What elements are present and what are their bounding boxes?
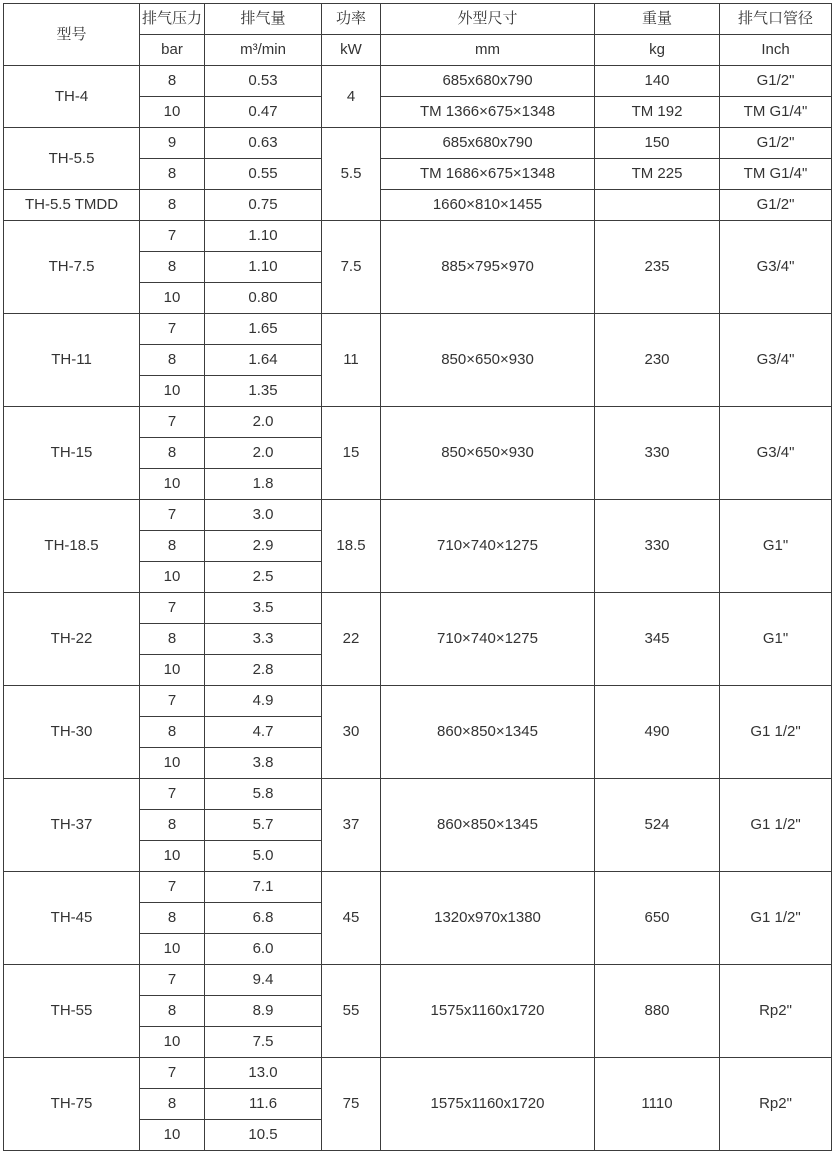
outlet-cell: G1/2" <box>720 66 832 97</box>
dimensions-cell: 1575x1160x1720 <box>381 965 595 1058</box>
table-row <box>4 1058 832 1089</box>
pressure-cell: 8 <box>140 717 205 748</box>
table-row <box>4 407 832 438</box>
pressure-cell: 10 <box>140 841 205 872</box>
pressure-cell: 8 <box>140 345 205 376</box>
weight-cell <box>595 190 720 221</box>
table-row <box>4 66 832 97</box>
flow-cell: 0.47 <box>205 97 322 128</box>
unit-weight: kg <box>595 35 720 66</box>
flow-cell: 13.0 <box>205 1058 322 1089</box>
pressure-cell: 10 <box>140 562 205 593</box>
outlet-cell: Rp2" <box>720 1058 832 1151</box>
pressure-cell: 8 <box>140 1089 205 1120</box>
flow-cell: 0.53 <box>205 66 322 97</box>
header-outlet: 排气口管径 <box>720 4 832 35</box>
outlet-cell: TM G1/4" <box>720 97 832 128</box>
weight-cell: 1110 <box>595 1058 720 1151</box>
flow-cell: 1.10 <box>205 252 322 283</box>
pressure-cell: 7 <box>140 686 205 717</box>
flow-cell: 9.4 <box>205 965 322 996</box>
model-cell: TH-5.5 <box>4 128 140 190</box>
pressure-cell: 8 <box>140 190 205 221</box>
flow-cell: 1.10 <box>205 221 322 252</box>
flow-cell: 4.7 <box>205 717 322 748</box>
flow-cell: 0.80 <box>205 283 322 314</box>
flow-cell: 6.8 <box>205 903 322 934</box>
pressure-cell: 10 <box>140 469 205 500</box>
dimensions-cell: 1660×810×1455 <box>381 190 595 221</box>
model-cell: TH-22 <box>4 593 140 686</box>
pressure-cell: 7 <box>140 965 205 996</box>
model-cell: TH-4 <box>4 66 140 128</box>
flow-cell: 7.1 <box>205 872 322 903</box>
pressure-cell: 7 <box>140 407 205 438</box>
flow-cell: 3.3 <box>205 624 322 655</box>
weight-cell: 490 <box>595 686 720 779</box>
weight-cell: 330 <box>595 407 720 500</box>
outlet-cell: Rp2" <box>720 965 832 1058</box>
header-flow: 排气量 <box>205 4 322 35</box>
dimensions-cell: 1575x1160x1720 <box>381 1058 595 1151</box>
power-cell: 55 <box>322 965 381 1058</box>
dimensions-cell: 850×650×930 <box>381 407 595 500</box>
pressure-cell: 10 <box>140 934 205 965</box>
table-row <box>4 190 832 221</box>
header-row <box>4 4 832 35</box>
pressure-cell: 8 <box>140 531 205 562</box>
pressure-cell: 10 <box>140 748 205 779</box>
outlet-cell: G1 1/2" <box>720 779 832 872</box>
header-model: 型号 <box>4 4 140 66</box>
outlet-cell: G1" <box>720 593 832 686</box>
weight-cell: TM 192 <box>595 97 720 128</box>
model-cell: TH-55 <box>4 965 140 1058</box>
flow-cell: 3.8 <box>205 748 322 779</box>
flow-cell: 3.5 <box>205 593 322 624</box>
pressure-cell: 8 <box>140 810 205 841</box>
pressure-cell: 7 <box>140 314 205 345</box>
weight-cell: 150 <box>595 128 720 159</box>
flow-cell: 2.5 <box>205 562 322 593</box>
dimensions-cell: 710×740×1275 <box>381 500 595 593</box>
dimensions-cell: TM 1686×675×1348 <box>381 159 595 190</box>
model-cell: TH-5.5 TMDD <box>4 190 140 221</box>
pressure-cell: 7 <box>140 500 205 531</box>
flow-cell: 2.0 <box>205 438 322 469</box>
flow-cell: 4.9 <box>205 686 322 717</box>
flow-cell: 6.0 <box>205 934 322 965</box>
power-cell: 15 <box>322 407 381 500</box>
model-cell: TH-37 <box>4 779 140 872</box>
weight-cell: TM 225 <box>595 159 720 190</box>
pressure-cell: 10 <box>140 376 205 407</box>
flow-cell: 2.9 <box>205 531 322 562</box>
flow-cell: 0.75 <box>205 190 322 221</box>
power-cell: 22 <box>322 593 381 686</box>
model-cell: TH-30 <box>4 686 140 779</box>
pressure-cell: 8 <box>140 624 205 655</box>
spec-table-body <box>4 4 832 1151</box>
weight-cell: 345 <box>595 593 720 686</box>
power-cell: 45 <box>322 872 381 965</box>
dimensions-cell: TM 1366×675×1348 <box>381 97 595 128</box>
power-cell: 75 <box>322 1058 381 1151</box>
header-weight: 重量 <box>595 4 720 35</box>
model-cell: TH-75 <box>4 1058 140 1151</box>
power-cell: 5.5 <box>322 128 381 221</box>
weight-cell: 230 <box>595 314 720 407</box>
dimensions-cell: 850×650×930 <box>381 314 595 407</box>
unit-power: kW <box>322 35 381 66</box>
dimensions-cell: 885×795×970 <box>381 221 595 314</box>
model-cell: TH-18.5 <box>4 500 140 593</box>
flow-cell: 2.8 <box>205 655 322 686</box>
pressure-cell: 8 <box>140 438 205 469</box>
power-cell: 11 <box>322 314 381 407</box>
header-power: 功率 <box>322 4 381 35</box>
pressure-cell: 7 <box>140 221 205 252</box>
pressure-cell: 8 <box>140 66 205 97</box>
dimensions-cell: 860×850×1345 <box>381 686 595 779</box>
flow-cell: 11.6 <box>205 1089 322 1120</box>
outlet-cell: G1" <box>720 500 832 593</box>
flow-cell: 1.64 <box>205 345 322 376</box>
pressure-cell: 10 <box>140 283 205 314</box>
table-row <box>4 779 832 810</box>
outlet-cell: G1 1/2" <box>720 686 832 779</box>
outlet-cell: G3/4" <box>720 407 832 500</box>
pressure-cell: 10 <box>140 97 205 128</box>
power-cell: 18.5 <box>322 500 381 593</box>
table-row <box>4 872 832 903</box>
flow-cell: 8.9 <box>205 996 322 1027</box>
flow-cell: 1.8 <box>205 469 322 500</box>
outlet-cell: G1/2" <box>720 190 832 221</box>
table-row <box>4 965 832 996</box>
model-cell: TH-11 <box>4 314 140 407</box>
unit-pressure: bar <box>140 35 205 66</box>
table-row <box>4 593 832 624</box>
unit-dimensions: mm <box>381 35 595 66</box>
outlet-cell: G1 1/2" <box>720 872 832 965</box>
unit-flow: m³/min <box>205 35 322 66</box>
outlet-cell: TM G1/4" <box>720 159 832 190</box>
power-cell: 4 <box>322 66 381 128</box>
flow-cell: 1.35 <box>205 376 322 407</box>
pressure-cell: 8 <box>140 252 205 283</box>
flow-cell: 3.0 <box>205 500 322 531</box>
table-row <box>4 686 832 717</box>
flow-cell: 1.65 <box>205 314 322 345</box>
unit-outlet: Inch <box>720 35 832 66</box>
power-cell: 30 <box>322 686 381 779</box>
weight-cell: 330 <box>595 500 720 593</box>
weight-cell: 524 <box>595 779 720 872</box>
spec-table <box>3 3 832 1151</box>
header-pressure: 排气压力 <box>140 4 205 35</box>
pressure-cell: 7 <box>140 1058 205 1089</box>
flow-cell: 0.63 <box>205 128 322 159</box>
flow-cell: 7.5 <box>205 1027 322 1058</box>
pressure-cell: 8 <box>140 996 205 1027</box>
pressure-cell: 10 <box>140 1120 205 1151</box>
outlet-cell: G3/4" <box>720 314 832 407</box>
dimensions-cell: 685x680x790 <box>381 128 595 159</box>
pressure-cell: 7 <box>140 779 205 810</box>
pressure-cell: 9 <box>140 128 205 159</box>
weight-cell: 140 <box>595 66 720 97</box>
model-cell: TH-15 <box>4 407 140 500</box>
table-row <box>4 221 832 252</box>
model-cell: TH-7.5 <box>4 221 140 314</box>
flow-cell: 5.0 <box>205 841 322 872</box>
pressure-cell: 8 <box>140 903 205 934</box>
flow-cell: 0.55 <box>205 159 322 190</box>
outlet-cell: G3/4" <box>720 221 832 314</box>
pressure-cell: 8 <box>140 159 205 190</box>
table-row <box>4 500 832 531</box>
dimensions-cell: 685x680x790 <box>381 66 595 97</box>
pressure-cell: 10 <box>140 1027 205 1058</box>
model-cell: TH-45 <box>4 872 140 965</box>
power-cell: 37 <box>322 779 381 872</box>
weight-cell: 235 <box>595 221 720 314</box>
dimensions-cell: 710×740×1275 <box>381 593 595 686</box>
pressure-cell: 7 <box>140 593 205 624</box>
table-row <box>4 128 832 159</box>
dimensions-cell: 1320x970x1380 <box>381 872 595 965</box>
weight-cell: 650 <box>595 872 720 965</box>
flow-cell: 5.8 <box>205 779 322 810</box>
dimensions-cell: 860×850×1345 <box>381 779 595 872</box>
flow-cell: 2.0 <box>205 407 322 438</box>
flow-cell: 5.7 <box>205 810 322 841</box>
pressure-cell: 7 <box>140 872 205 903</box>
power-cell: 7.5 <box>322 221 381 314</box>
header-dimensions: 外型尺寸 <box>381 4 595 35</box>
outlet-cell: G1/2" <box>720 128 832 159</box>
flow-cell: 10.5 <box>205 1120 322 1151</box>
weight-cell: 880 <box>595 965 720 1058</box>
pressure-cell: 10 <box>140 655 205 686</box>
table-row <box>4 314 832 345</box>
